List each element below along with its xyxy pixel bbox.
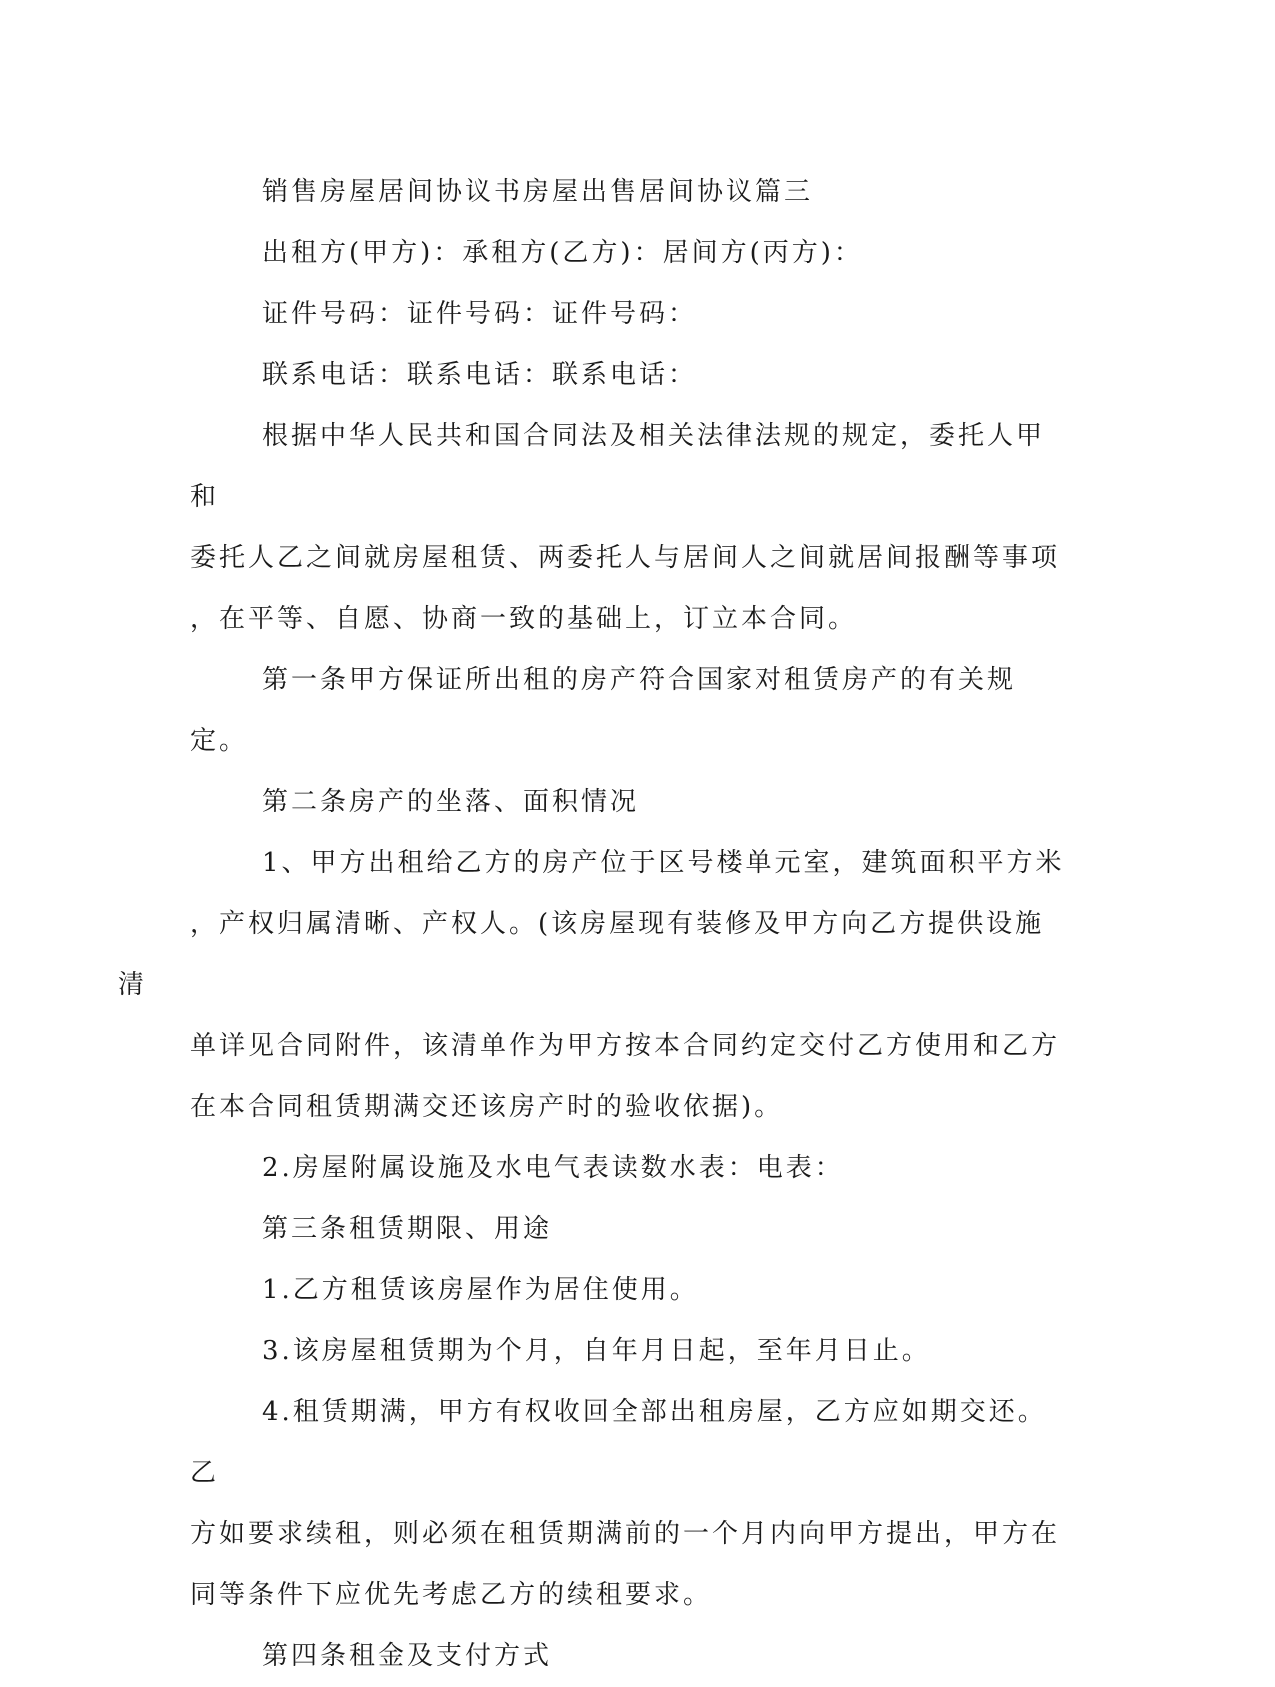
- phone-line: 联系电话：联系电话：联系电话：: [262, 360, 698, 390]
- article-2-item-1: [118, 833, 1070, 1138]
- parties-line: 出租方(甲方)：承租方(乙方)：居间方(丙方)：: [262, 238, 863, 268]
- article-1: 第一条甲方保证所出租的房产符合国家对租赁房产的有关规定。: [190, 665, 1017, 756]
- article-3-item-4-line: 同等条件下应优先考虑乙方的续租要求。: [190, 1580, 713, 1610]
- article-2-item-1-line: ，产权归属清晰、产权人。(该房屋现有装修及甲方向乙方提供设施清: [118, 909, 1045, 1000]
- article-2-item-1-line: 1、甲方出租给乙方的房产位于区号楼单元室，建筑面积平方米: [262, 848, 1065, 878]
- preamble-line: ，在平等、自愿、协商一致的基础上，订立本合同。: [190, 604, 858, 634]
- article-2-heading: 第二条房产的坐落、面积情况: [262, 787, 640, 817]
- article-3-heading: 第三条租赁期限、用途: [262, 1214, 553, 1244]
- article-3-item-4: [190, 1382, 1070, 1626]
- document-title: 销售房屋居间协议书房屋出售居间协议篇三: [262, 177, 814, 207]
- article-2-item-1-line: 单详见合同附件，该清单作为甲方按本合同约定交付乙方使用和乙方: [190, 1031, 1061, 1061]
- document-body: [118, 162, 1070, 1687]
- article-2-item-1-line: 在本合同租赁期满交还该房产时的验收依据)。: [190, 1092, 784, 1122]
- article-3-item-1: 1.乙方租赁该房屋作为居住使用。: [262, 1275, 699, 1305]
- article-2-item-2: 2.房屋附属设施及水电气表读数水表：电表：: [262, 1153, 844, 1183]
- preamble-paragraph: [190, 406, 1070, 650]
- article-3-item-3: 3.该房屋租赁期为个月，自年月日起，至年月日止。: [262, 1336, 931, 1366]
- article-3-item-4-line: 方如要求续租，则必须在租赁期满前的一个月内向甲方提出，甲方在: [190, 1519, 1061, 1549]
- id-number-line: 证件号码：证件号码：证件号码：: [262, 299, 698, 329]
- preamble-line: 委托人乙之间就房屋租赁、两委托人与居间人之间就居间报酬等事项: [190, 543, 1061, 573]
- article-4-heading: 第四条租金及支付方式: [262, 1641, 553, 1671]
- article-3-item-4-line: 4.租赁期满，甲方有权收回全部出租房屋，乙方应如期交还。乙: [190, 1397, 1047, 1488]
- preamble-line: 根据中华人民共和国合同法及相关法律法规的规定，委托人甲和: [190, 421, 1046, 512]
